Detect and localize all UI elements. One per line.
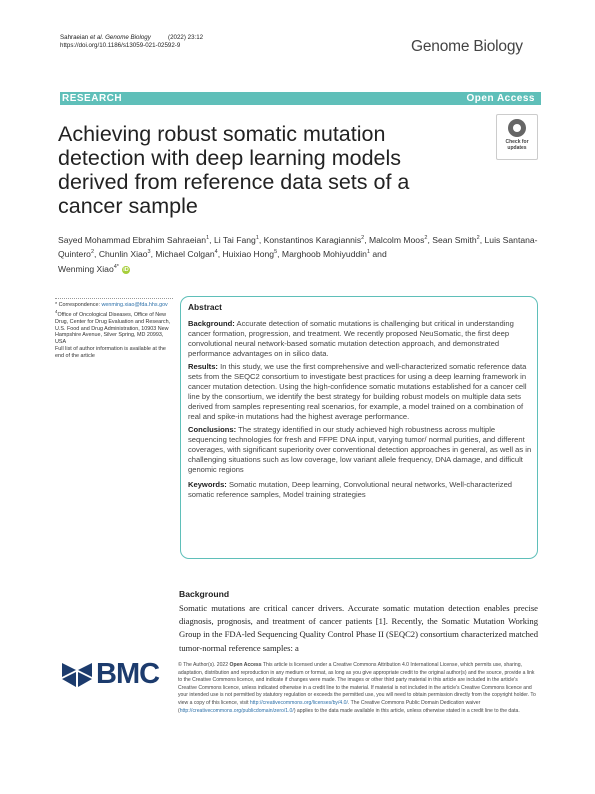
- correspondence-email[interactable]: wenming.xiao@fda.hhs.gov: [101, 302, 168, 308]
- journal-name: Genome Biology: [411, 38, 523, 55]
- abstract: [188, 302, 532, 502]
- citation-etal: et al. Genome Biology: [89, 34, 151, 41]
- author-affil-sup: 4: [214, 249, 218, 256]
- citation-year: (2022) 23:12: [168, 34, 204, 41]
- author-name: Chunlin Xiao$^3$: [98, 249, 151, 260]
- author-affil-sup: 2: [424, 235, 428, 241]
- citation-prefix: Sahraeian: [60, 34, 90, 41]
- background-heading: Background: [179, 589, 230, 599]
- check-updates-icon: [508, 119, 526, 137]
- article-type-banner: [60, 92, 541, 105]
- author-affil-sup: 4*: [113, 263, 119, 270]
- author-name: Li Tai Fang$^1$: [213, 234, 259, 245]
- author-name: Luis Santana-Quintero$^2$: [58, 234, 538, 260]
- correspondence-affiliation: Office of Oncological Diseases, Office of New Drug, Center for Drug Evaluation and Research, U.S. Food and Drug Administration, 10903 New Hampshire Avenue, Silver Spring, MD 20993, USA: [55, 311, 171, 346]
- author-list: Sayed Mohammad Ebrahim Sahraeian$^1$, Li Tai Fang$^1$, Konstantinos Karagiannis$^2$, Malcolm Moos$^2$, Sean Smith$^2$, Luis Santana-Quintero$^2$, Chunlin Xiao$^3$, Michael Colgan$^4$, Huixiao Hong$^5$, Marghoob Mohiyuddin$^1$ and Wenming Xiao$^{4*}$ iD: [58, 234, 538, 274]
- author-name: Wenming Xiao$^{4*}$: [58, 263, 119, 274]
- bmc-logo-text: BMC: [96, 658, 160, 690]
- author-affil-sup: 5: [274, 249, 278, 256]
- correspondence-block: [55, 298, 173, 360]
- abstract-results: Results: In this study, we use the first comprehensive and well-characterized somatic reference data sets from the SEQC2 consortium to investigate best practices for using a deep learning framework in cancer mutation detection. Using the high-confidence somatic mutations established for a cancer cell line by the consortium, we identify the best strategy for building robust models on multiple data sets derived from samples representing real scenarios, for example, a model trained on a combination of real and spike-in mutations had the highest average performance.: [188, 361, 527, 422]
- author-name: Malcolm Moos$^2$: [368, 234, 428, 245]
- full-author-info-note: Full list of author information is available at the end of the article: [55, 346, 166, 360]
- doi-link[interactable]: https://doi.org/10.1186/s13059-021-02592-9: [60, 42, 181, 49]
- orcid-icon[interactable]: iD: [123, 266, 129, 273]
- check-for-updates-button[interactable]: [496, 114, 538, 160]
- correspondence-label: * Correspondence:: [55, 302, 102, 308]
- divider: [55, 298, 173, 299]
- affil-sup: 4: [55, 308, 58, 314]
- author-name: Sayed Mohammad Ebrahim Sahraeian$^1$: [58, 234, 210, 245]
- author-affil-sup: 1: [366, 249, 371, 256]
- check-updates-line1: Check for: [505, 139, 529, 145]
- author-affil-sup: 2: [476, 235, 480, 241]
- citation-line: [60, 34, 203, 42]
- author-affil-sup: 1: [255, 235, 259, 241]
- article-title: Achieving robust somatic mutation detection with deep learning models derived from reference data sets of a cancer sample: [58, 122, 410, 218]
- abstract-heading: Abstract: [188, 302, 222, 312]
- open-access-label: Open Access: [466, 93, 535, 104]
- author-affil-sup: 2: [361, 235, 365, 241]
- author-affil-sup: 2: [90, 249, 95, 256]
- bmc-logo: [60, 657, 160, 691]
- author-affil-sup: 3: [147, 249, 151, 256]
- background-text: Somatic mutations are critical cancer drivers. Accurate somatic mutation detection enables precise diagnosis, prognosis, and treatment of cancer patients [1]. Recently, the Somatic Mutation Working Group in the FDA-led Sequencing Quality Control Phase II (SEQC2) consortium characterized matched tumor-normal reference samples: a: [179, 603, 538, 653]
- open-access-footer-label: Open Access: [229, 662, 262, 668]
- author-name: Huixiao Hong$^5$: [222, 249, 278, 260]
- cc-by-link[interactable]: http://creativecommons.org/licenses/by/4.0/: [249, 699, 348, 706]
- cc-zero-link[interactable]: http://creativecommons.org/publicdomain/zero/1.0/: [179, 707, 294, 714]
- abstract-keywords: Keywords: Somatic mutation, Deep learning, Convolutional neural networks, Well-characterized somatic reference samples, Model training strategies: [188, 479, 513, 499]
- abstract-background: Background: Accurate detection of somatic mutations is challenging but critical in understanding cancer formation, progression, and treatment. We recently proposed NeuSomatic, the first deep convolutional neural network-based somatic mutation detection approach, and demonstrated performance advantages on in silico data.: [188, 319, 514, 359]
- license-text: © The Author(s). 2022 Open Access This article is licensed under a Creative Commons Attribution 4.0 International License, which permits use, sharing, adaptation, distribution and reproduction in any medium or format, as long as you give appropriate credit to the original author(s) and the source, provide a link to the Creative Commons licence, and indicate if changes were made. The images or other third party material in this article are included in the article's Creative Commons licence, unless indicated otherwise in a credit line to the material. If material is not included in the article's Creative Commons licence and your intended use is not permitted by statutory regulation or exceeds the permitted use, you will need to obtain permission directly from the copyright holder. To view a copy of this licence, visit http://creativecommons.org/licenses/by/4.0/. The Creative Commons Public Domain Dedication waiver (http://creativecommons.org/publicdomain/zero/1.0/) applies to the data made available in this article, unless otherwise stated in a credit line to the data.: [178, 662, 536, 714]
- author-conjunction: and: [370, 249, 387, 260]
- author-name: Sean Smith$^2$: [432, 234, 480, 245]
- bmc-logo-mark-icon: [60, 657, 94, 691]
- abstract-conclusions: Conclusions: The strategy identified in our study achieved high robustness across multiple sequencing technologies for fresh and FFPE DNA input, varying tumor/ normal purities, and different coverages, with significant superiority over conventional detection approaches in general, as well as in challenging situations such as low coverage, low variant allele frequency, DNA damage, and difficult genomic regions: [188, 425, 532, 475]
- check-updates-line2: updates: [507, 145, 527, 151]
- author-name: Konstantinos Karagiannis$^2$: [263, 234, 365, 245]
- author-affil-sup: 1: [206, 235, 210, 241]
- author-name: Michael Colgan$^4$: [155, 249, 218, 260]
- article-type-label: RESEARCH: [62, 93, 123, 104]
- author-name: Marghoob Mohiyuddin$^1$: [281, 249, 371, 260]
